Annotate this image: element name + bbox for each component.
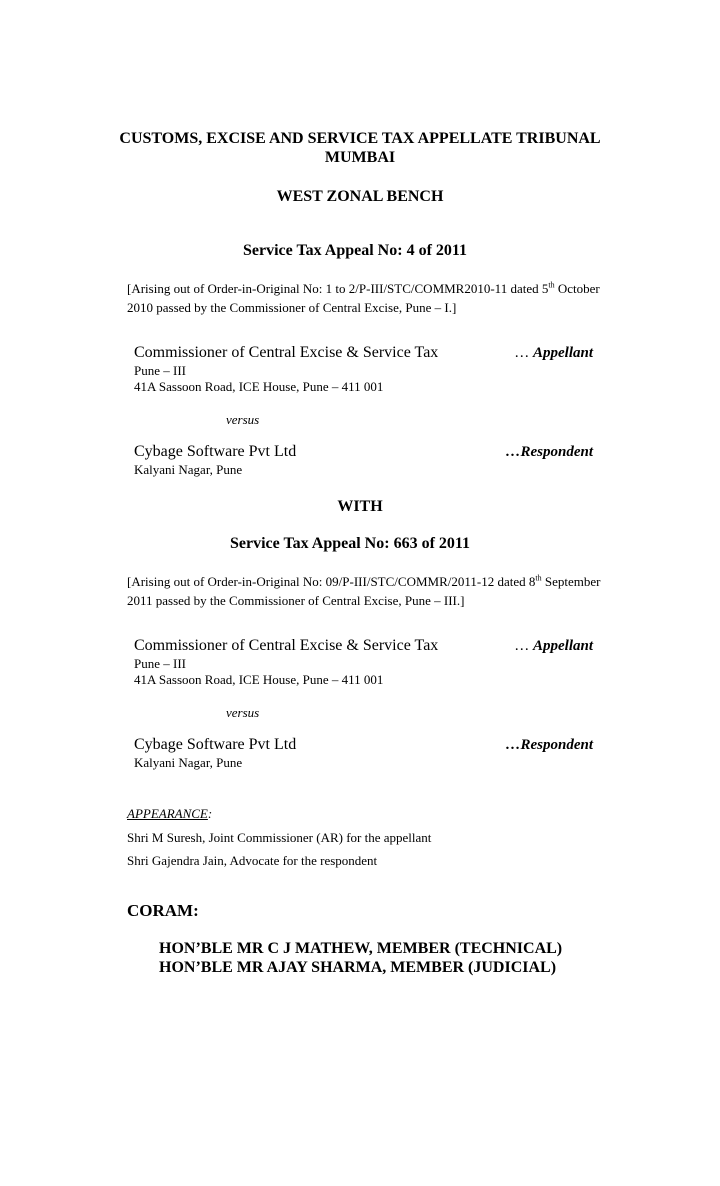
appeal1-arising: [Arising out of Order-in-Original No: 1 to 2/P-III/STC/COMMR2010-11 dated 5th October 2010 passed by the Commissioner of Central Excise, Pune – I.]	[127, 280, 600, 315]
coram-member-2: HON’BLE MR AJAY SHARMA, MEMBER (JUDICIAL)	[159, 959, 557, 976]
tribunal-title: CUSTOMS, EXCISE AND SERVICE TAX APPELLATE TRIBUNAL	[119, 130, 601, 147]
appeal1-appellant-role: … Appellant	[514, 345, 593, 361]
appeal1-respondent-name: Cybage Software Pvt Ltd	[134, 443, 297, 460]
tribunal-city: MUMBAI	[324, 149, 396, 166]
appeal1-versus: versus	[226, 412, 260, 427]
appeal1-appellant-address-1: Pune – III	[134, 363, 186, 378]
appeal2-title: Service Tax Appeal No: 663 of 2011	[230, 535, 471, 552]
appeal1-appellant-name: Commissioner of Central Excise & Service Tax	[134, 344, 439, 361]
appeal2-arising: [Arising out of Order-in-Original No: 09/P-III/STC/COMMR/2011-12 dated 8th September 2011 passed by the Commissioner of Central Excise, Pune – III.]	[127, 573, 601, 608]
appeal2-respondent-role: …Respondent	[505, 737, 593, 753]
appeal2-appellant-address-2: 41A Sassoon Road, ICE House, Pune – 411 001	[134, 672, 384, 687]
with-label: WITH	[337, 498, 383, 515]
appeal1-title: Service Tax Appeal No: 4 of 2011	[243, 242, 468, 259]
appeal1-appellant-address-2: 41A Sassoon Road, ICE House, Pune – 411 001	[134, 379, 384, 394]
coram-member-1: HON’BLE MR C J MATHEW, MEMBER (TECHNICAL)	[159, 940, 563, 957]
appeal2-appellant-address-1: Pune – III	[134, 656, 186, 671]
appearance-heading: APPEARANCE:	[127, 806, 213, 821]
appeal2-respondent-address: Kalyani Nagar, Pune	[134, 755, 243, 770]
coram-heading: CORAM:	[127, 901, 199, 920]
bench-name: WEST ZONAL BENCH	[276, 188, 444, 205]
appeal2-respondent-name: Cybage Software Pvt Ltd	[134, 736, 297, 753]
appeal1-respondent-address: Kalyani Nagar, Pune	[134, 462, 243, 477]
appeal2-versus: versus	[226, 705, 260, 720]
appeal2-appellant-role: … Appellant	[514, 638, 593, 654]
appearance-appellant: Shri M Suresh, Joint Commissioner (AR) for the appellant	[127, 830, 432, 845]
appeal2-appellant-name: Commissioner of Central Excise & Service Tax	[134, 637, 439, 654]
appearance-respondent: Shri Gajendra Jain, Advocate for the respondent	[127, 853, 378, 868]
appeal1-respondent-role: …Respondent	[505, 444, 593, 460]
